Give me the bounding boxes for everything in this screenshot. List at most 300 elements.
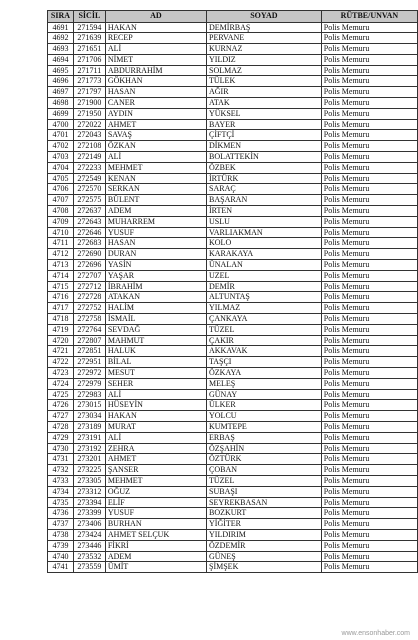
rutbe-cell: Polis Memuru (321, 519, 417, 530)
soyad-cell: SARAÇ (207, 184, 322, 195)
rutbe-cell: Polis Memuru (321, 173, 417, 184)
sira-cell: 4710 (48, 227, 74, 238)
soyad-cell: VARLIAKMAN (207, 227, 322, 238)
ad-cell: RECEP (105, 33, 206, 44)
table-row (48, 33, 418, 44)
table-row (48, 195, 418, 206)
soyad-cell: GÜNEŞ (207, 551, 322, 562)
sira-cell: 4692 (48, 33, 74, 44)
sira-cell: 4735 (48, 497, 74, 508)
rutbe-cell: Polis Memuru (321, 184, 417, 195)
soyad-cell: ÖZŞAHİN (207, 443, 322, 454)
sira-cell: 4698 (48, 98, 74, 109)
sira-cell: 4737 (48, 519, 74, 530)
soyad-cell: ÖZTÜRK (207, 454, 322, 465)
rutbe-cell: Polis Memuru (321, 335, 417, 346)
sira-cell: 4718 (48, 314, 74, 325)
rutbe-cell: Polis Memuru (321, 551, 417, 562)
table-row (48, 335, 418, 346)
ad-cell: ADEM (105, 551, 206, 562)
sicil-cell: 273225 (73, 465, 105, 476)
ad-cell: HALUK (105, 346, 206, 357)
table-row (48, 346, 418, 357)
soyad-cell: ÜLKER (207, 400, 322, 411)
ad-cell: NİMET (105, 54, 206, 65)
rutbe-cell: Polis Memuru (321, 216, 417, 227)
sicil-cell: 271651 (73, 44, 105, 55)
sicil-cell: 271900 (73, 98, 105, 109)
sira-cell: 4696 (48, 76, 74, 87)
soyad-cell: AĞIR (207, 87, 322, 98)
header-sira: SIRA (48, 11, 74, 23)
sicil-cell: 273394 (73, 497, 105, 508)
ad-cell: AHMET SELÇUK (105, 529, 206, 540)
table-row (48, 378, 418, 389)
sicil-cell: 272851 (73, 346, 105, 357)
sira-cell: 4705 (48, 173, 74, 184)
table-row (48, 562, 418, 573)
ad-cell: ÜMİT (105, 562, 206, 573)
table-row (48, 87, 418, 98)
rutbe-cell: Polis Memuru (321, 529, 417, 540)
header-sicil: SİCİL (73, 11, 105, 23)
sicil-cell: 272637 (73, 206, 105, 217)
rutbe-cell: Polis Memuru (321, 303, 417, 314)
sira-cell: 4695 (48, 65, 74, 76)
ad-cell: SEVDAĞ (105, 324, 206, 335)
ad-cell: FİKRİ (105, 540, 206, 551)
ad-cell: ALİ (105, 44, 206, 55)
sira-cell: 4708 (48, 206, 74, 217)
sira-cell: 4707 (48, 195, 74, 206)
soyad-cell: SUBAŞI (207, 486, 322, 497)
soyad-cell: KUMTEPE (207, 421, 322, 432)
sira-cell: 4703 (48, 152, 74, 163)
table-row (48, 551, 418, 562)
rutbe-cell: Polis Memuru (321, 195, 417, 206)
sira-cell: 4725 (48, 389, 74, 400)
table-row (48, 454, 418, 465)
rutbe-cell: Polis Memuru (321, 98, 417, 109)
sicil-cell: 273532 (73, 551, 105, 562)
soyad-cell: ERBAŞ (207, 432, 322, 443)
sira-cell: 4736 (48, 508, 74, 519)
sicil-cell: 272683 (73, 238, 105, 249)
rutbe-cell: Polis Memuru (321, 411, 417, 422)
ad-cell: YAŞAR (105, 270, 206, 281)
ad-cell: MEHMET (105, 162, 206, 173)
ad-cell: DURAN (105, 249, 206, 260)
sira-cell: 4699 (48, 108, 74, 119)
table-row (48, 173, 418, 184)
soyad-cell: ATAK (207, 98, 322, 109)
sira-cell: 4697 (48, 87, 74, 98)
rutbe-cell: Polis Memuru (321, 368, 417, 379)
sira-cell: 4731 (48, 454, 74, 465)
table-row (48, 540, 418, 551)
sira-cell: 4727 (48, 411, 74, 422)
rutbe-cell: Polis Memuru (321, 346, 417, 357)
personnel-table (47, 10, 418, 573)
sicil-cell: 273034 (73, 411, 105, 422)
table-row (48, 206, 418, 217)
ad-cell: YUSUF (105, 508, 206, 519)
rutbe-cell: Polis Memuru (321, 238, 417, 249)
ad-cell: ABDURRAHİM (105, 65, 206, 76)
sira-cell: 4741 (48, 562, 74, 573)
soyad-cell: DEMİR (207, 281, 322, 292)
ad-cell: ALİ (105, 432, 206, 443)
table-row (48, 421, 418, 432)
ad-cell: AHMET (105, 119, 206, 130)
table-row (48, 497, 418, 508)
table-row (48, 508, 418, 519)
sicil-cell: 272043 (73, 130, 105, 141)
sira-cell: 4724 (48, 378, 74, 389)
rutbe-cell: Polis Memuru (321, 357, 417, 368)
rutbe-cell: Polis Memuru (321, 162, 417, 173)
sicil-cell: 271773 (73, 76, 105, 87)
sicil-cell: 271950 (73, 108, 105, 119)
sicil-cell: 272758 (73, 314, 105, 325)
soyad-cell: YOLCU (207, 411, 322, 422)
table-row (48, 152, 418, 163)
soyad-cell: ÜNALAN (207, 260, 322, 271)
table-header (48, 11, 418, 23)
ad-cell: MESUT (105, 368, 206, 379)
sicil-cell: 271639 (73, 33, 105, 44)
table-row (48, 292, 418, 303)
sicil-cell: 272643 (73, 216, 105, 227)
ad-cell: HASAN (105, 87, 206, 98)
ad-cell: BİLAL (105, 357, 206, 368)
sicil-cell: 273192 (73, 443, 105, 454)
table-row (48, 227, 418, 238)
sicil-cell: 272983 (73, 389, 105, 400)
table-row (48, 270, 418, 281)
soyad-cell: KOLO (207, 238, 322, 249)
table-row (48, 216, 418, 227)
rutbe-cell: Polis Memuru (321, 141, 417, 152)
table-row (48, 249, 418, 260)
table-row (48, 281, 418, 292)
sicil-cell: 273399 (73, 508, 105, 519)
sicil-cell: 272696 (73, 260, 105, 271)
soyad-cell: ÖZBEK (207, 162, 322, 173)
sira-cell: 4714 (48, 270, 74, 281)
sicil-cell: 272149 (73, 152, 105, 163)
soyad-cell: GÜNAY (207, 389, 322, 400)
sicil-cell: 272022 (73, 119, 105, 130)
soyad-cell: ŞİMŞEK (207, 562, 322, 573)
sira-cell: 4732 (48, 465, 74, 476)
sira-cell: 4702 (48, 141, 74, 152)
header-ad: AD (105, 11, 206, 23)
sira-cell: 4694 (48, 54, 74, 65)
table-row (48, 486, 418, 497)
rutbe-cell: Polis Memuru (321, 260, 417, 271)
sira-cell: 4711 (48, 238, 74, 249)
ad-cell: İSMAİL (105, 314, 206, 325)
sira-cell: 4716 (48, 292, 74, 303)
table-row (48, 76, 418, 87)
sicil-cell: 273406 (73, 519, 105, 530)
ad-cell: HAKAN (105, 22, 206, 33)
table-row (48, 98, 418, 109)
ad-cell: İBRAHİM (105, 281, 206, 292)
rutbe-cell: Polis Memuru (321, 76, 417, 87)
rutbe-cell: Polis Memuru (321, 119, 417, 130)
soyad-cell: ÇAKIR (207, 335, 322, 346)
sicil-cell: 272764 (73, 324, 105, 335)
sicil-cell: 272570 (73, 184, 105, 195)
sira-cell: 4728 (48, 421, 74, 432)
ad-cell: ADEM (105, 206, 206, 217)
table-row (48, 357, 418, 368)
soyad-cell: UZEL (207, 270, 322, 281)
soyad-cell: ÇOBAN (207, 465, 322, 476)
table-row (48, 389, 418, 400)
ad-cell: HAKAN (105, 411, 206, 422)
sicil-cell: 273312 (73, 486, 105, 497)
soyad-cell: YILDIRIM (207, 529, 322, 540)
sira-cell: 4726 (48, 400, 74, 411)
ad-cell: SERKAN (105, 184, 206, 195)
sira-cell: 4704 (48, 162, 74, 173)
ad-cell: YASİN (105, 260, 206, 271)
ad-cell: ÖZKAN (105, 141, 206, 152)
soyad-cell: ALTUNTAŞ (207, 292, 322, 303)
sira-cell: 4713 (48, 260, 74, 271)
ad-cell: MURAT (105, 421, 206, 432)
soyad-cell: ÇANKAYA (207, 314, 322, 325)
ad-cell: CANER (105, 98, 206, 109)
sira-cell: 4717 (48, 303, 74, 314)
table-row (48, 324, 418, 335)
sicil-cell: 271711 (73, 65, 105, 76)
ad-cell: HÜSEYİN (105, 400, 206, 411)
ad-cell: ZEHRA (105, 443, 206, 454)
table-row (48, 108, 418, 119)
rutbe-cell: Polis Memuru (321, 227, 417, 238)
sicil-cell: 273191 (73, 432, 105, 443)
sicil-cell: 271706 (73, 54, 105, 65)
table-row (48, 65, 418, 76)
ad-cell: SEHER (105, 378, 206, 389)
sicil-cell: 271594 (73, 22, 105, 33)
ad-cell: KENAN (105, 173, 206, 184)
soyad-cell: AKKAVAK (207, 346, 322, 357)
sicil-cell: 273424 (73, 529, 105, 540)
rutbe-cell: Polis Memuru (321, 206, 417, 217)
sicil-cell: 272972 (73, 368, 105, 379)
rutbe-cell: Polis Memuru (321, 281, 417, 292)
sira-cell: 4706 (48, 184, 74, 195)
sicil-cell: 272979 (73, 378, 105, 389)
soyad-cell: BAYER (207, 119, 322, 130)
soyad-cell: BAŞARAN (207, 195, 322, 206)
rutbe-cell: Polis Memuru (321, 44, 417, 55)
sira-cell: 4700 (48, 119, 74, 130)
sira-cell: 4691 (48, 22, 74, 33)
rutbe-cell: Polis Memuru (321, 152, 417, 163)
rutbe-cell: Polis Memuru (321, 314, 417, 325)
soyad-cell: ÇİFTÇİ (207, 130, 322, 141)
sicil-cell: 273446 (73, 540, 105, 551)
soyad-cell: PERVANE (207, 33, 322, 44)
sicil-cell: 271797 (73, 87, 105, 98)
soyad-cell: TÜZEL (207, 324, 322, 335)
ad-cell: BÜLENT (105, 195, 206, 206)
sicil-cell: 272752 (73, 303, 105, 314)
ad-cell: ATAKAN (105, 292, 206, 303)
table-row (48, 519, 418, 530)
table-row (48, 303, 418, 314)
rutbe-cell: Polis Memuru (321, 486, 417, 497)
sicil-cell: 272707 (73, 270, 105, 281)
rutbe-cell: Polis Memuru (321, 378, 417, 389)
table-row (48, 54, 418, 65)
ad-cell: OĞUZ (105, 486, 206, 497)
table-row (48, 238, 418, 249)
table-row (48, 130, 418, 141)
header-row (48, 11, 418, 23)
ad-cell: MAHMUT (105, 335, 206, 346)
sicil-cell: 272807 (73, 335, 105, 346)
sira-cell: 4729 (48, 432, 74, 443)
soyad-cell: BOLATTEKİN (207, 152, 322, 163)
sira-cell: 4723 (48, 368, 74, 379)
header-soyad: SOYAD (207, 11, 322, 23)
soyad-cell: ÖZKAYA (207, 368, 322, 379)
rutbe-cell: Polis Memuru (321, 65, 417, 76)
table-row (48, 141, 418, 152)
ad-cell: AYDIN (105, 108, 206, 119)
table-row (48, 432, 418, 443)
header-rutbe: RÜTBE/UNVAN (321, 11, 417, 23)
rutbe-cell: Polis Memuru (321, 249, 417, 260)
sira-cell: 4733 (48, 475, 74, 486)
table-row (48, 184, 418, 195)
table-row (48, 529, 418, 540)
sicil-cell: 272108 (73, 141, 105, 152)
soyad-cell: DEMİRBAŞ (207, 22, 322, 33)
sicil-cell: 272575 (73, 195, 105, 206)
rutbe-cell: Polis Memuru (321, 465, 417, 476)
soyad-cell: KURNAZ (207, 44, 322, 55)
ad-cell: ALİ (105, 152, 206, 163)
ad-cell: SAVAŞ (105, 130, 206, 141)
rutbe-cell: Polis Memuru (321, 130, 417, 141)
sicil-cell: 272712 (73, 281, 105, 292)
sicil-cell: 273015 (73, 400, 105, 411)
soyad-cell: ÖZDEMİR (207, 540, 322, 551)
sicil-cell: 273559 (73, 562, 105, 573)
ad-cell: GÖKHAN (105, 76, 206, 87)
table-row (48, 465, 418, 476)
ad-cell: ALİ (105, 389, 206, 400)
sicil-cell: 272549 (73, 173, 105, 184)
rutbe-cell: Polis Memuru (321, 497, 417, 508)
soyad-cell: SOLMAZ (207, 65, 322, 76)
sira-cell: 4722 (48, 357, 74, 368)
table-row (48, 44, 418, 55)
table-row (48, 162, 418, 173)
soyad-cell: SEYREKBASAN (207, 497, 322, 508)
sira-cell: 4719 (48, 324, 74, 335)
sira-cell: 4730 (48, 443, 74, 454)
table-row (48, 443, 418, 454)
soyad-cell: KARAKAYA (207, 249, 322, 260)
ad-cell: ELİF (105, 497, 206, 508)
sicil-cell: 272951 (73, 357, 105, 368)
ad-cell: HALİM (105, 303, 206, 314)
soyad-cell: YİĞİTER (207, 519, 322, 530)
soyad-cell: TÜZEL (207, 475, 322, 486)
sicil-cell: 272728 (73, 292, 105, 303)
rutbe-cell: Polis Memuru (321, 389, 417, 400)
soyad-cell: İRTÜRK (207, 173, 322, 184)
rutbe-cell: Polis Memuru (321, 108, 417, 119)
soyad-cell: USLU (207, 216, 322, 227)
ad-cell: AHMET (105, 454, 206, 465)
rutbe-cell: Polis Memuru (321, 324, 417, 335)
sira-cell: 4709 (48, 216, 74, 227)
rutbe-cell: Polis Memuru (321, 54, 417, 65)
table-row (48, 475, 418, 486)
ad-cell: MUHARREM (105, 216, 206, 227)
soyad-cell: YILDIZ (207, 54, 322, 65)
rutbe-cell: Polis Memuru (321, 540, 417, 551)
rutbe-cell: Polis Memuru (321, 475, 417, 486)
soyad-cell: TÜLEK (207, 76, 322, 87)
rutbe-cell: Polis Memuru (321, 400, 417, 411)
sira-cell: 4740 (48, 551, 74, 562)
sicil-cell: 272233 (73, 162, 105, 173)
rutbe-cell: Polis Memuru (321, 87, 417, 98)
soyad-cell: DİKMEN (207, 141, 322, 152)
rutbe-cell: Polis Memuru (321, 432, 417, 443)
table-row (48, 119, 418, 130)
soyad-cell: YÜKSEL (207, 108, 322, 119)
rutbe-cell: Polis Memuru (321, 421, 417, 432)
sicil-cell: 273201 (73, 454, 105, 465)
soyad-cell: BOZKURT (207, 508, 322, 519)
ad-cell: YUSUF (105, 227, 206, 238)
rutbe-cell: Polis Memuru (321, 22, 417, 33)
ad-cell: MEHMET (105, 475, 206, 486)
ad-cell: HASAN (105, 238, 206, 249)
sira-cell: 4712 (48, 249, 74, 260)
soyad-cell: MELEŞ (207, 378, 322, 389)
table-row (48, 22, 418, 33)
rutbe-cell: Polis Memuru (321, 270, 417, 281)
rutbe-cell: Polis Memuru (321, 454, 417, 465)
table-row (48, 411, 418, 422)
table-row (48, 260, 418, 271)
sicil-cell: 273189 (73, 421, 105, 432)
sicil-cell: 272690 (73, 249, 105, 260)
table-row (48, 368, 418, 379)
ad-cell: BURHAN (105, 519, 206, 530)
sira-cell: 4715 (48, 281, 74, 292)
sira-cell: 4734 (48, 486, 74, 497)
sira-cell: 4701 (48, 130, 74, 141)
sira-cell: 4738 (48, 529, 74, 540)
table-row (48, 314, 418, 325)
soyad-cell: İRTEN (207, 206, 322, 217)
rutbe-cell: Polis Memuru (321, 33, 417, 44)
